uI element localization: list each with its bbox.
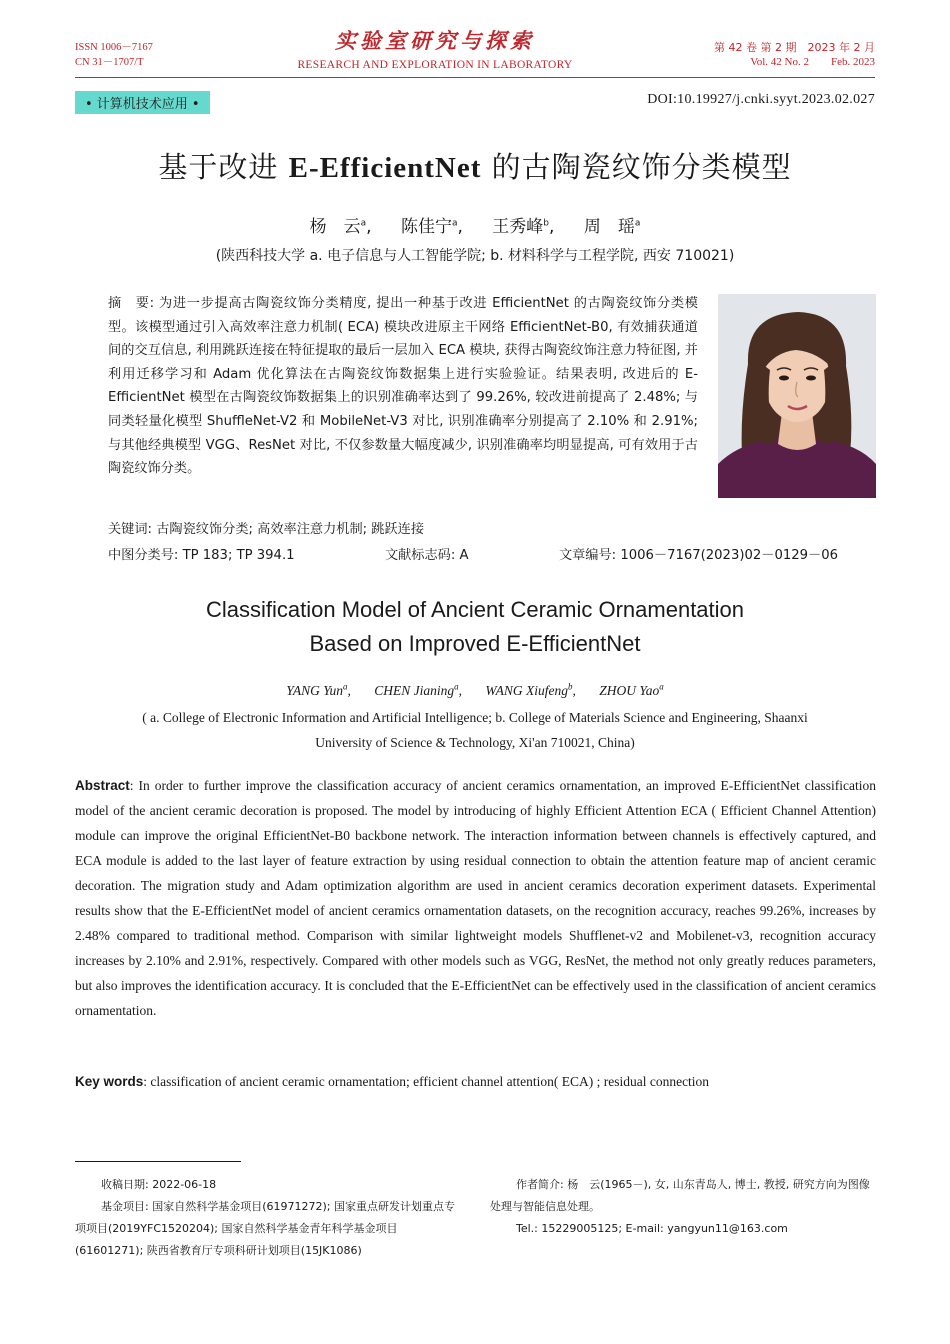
author-cn: 王秀峰$^b$, [492, 217, 555, 237]
journal-name-en: RESEARCH AND EXPLORATION IN LABORATORY [297, 59, 573, 71]
footnotes-left [75, 1174, 465, 1262]
abstract-en-text: : In order to further improve the classification accuracy of ancient ceramics ornamentation, an improved E-EfficientNet classification model of the ancient ceramic decoration is proposed. The model by introducing of highly Efficient Attention ECA ( Efficient Channel Attention) module can improve the original EfficientNet-B0 backbone network. The interaction information between channels is effectively captured, and ECA module is added to the last layer of feature extraction by using residual connection to obtain the attention feature map of ancient ceramic decoration. The migration study and Adam optimization algorithm are used in ancient ceramics decoration experiment datasets. Experimental results show that the E-EfficientNet model of ancient ceramics ornamentation datasets, on the recognition accuracy, reaches 99.26%, increases by 2.48% compared to traditional method. Comparison with similar lightweight models Shufflenet-v2 and Mobilenet-v3, recognition accuracy increases by 2.10% and 2.91%, respectively. Compared with other models such as VGG, ResNet, the method not only greatly reduces parameters, but also improves the identification accuracy. It is concluded that the E-EfficientNet can be effectively used in the classification of ancient ceramics ornamentation. [75, 778, 876, 1018]
classification-row [108, 544, 838, 563]
volume-cn: 第 42 卷 第 2 期 2023 年 2 月 [714, 41, 875, 54]
journal-name-cn: 实验室研究与探索 [335, 28, 535, 53]
footnotes-right [490, 1174, 880, 1240]
keywords-en [75, 1074, 709, 1090]
paper-title-cn [0, 145, 950, 186]
author-cn: 杨 云$^a$, [309, 217, 372, 237]
authors-cn [0, 212, 950, 237]
header-rule [75, 77, 875, 78]
paper-title-en [0, 593, 950, 661]
author-contact[interactable]: Tel.: 15229005125; E-mail: yangyun11@163.com [516, 1222, 788, 1235]
title-en-line1: Classification Model of Ancient Ceramic Ornamentation [205, 597, 745, 622]
title-cn-model: E-EfficientNet [288, 152, 482, 184]
author-intro: 作者简介: 杨 云(1965－), 女, 山东青岛人, 博士, 教授, 研究方向为图像处理与智能信息处理。 [490, 1178, 870, 1213]
keywords-cn-label: 关键词: [108, 522, 157, 537]
author-en: CHEN Jianing$^a$, [374, 681, 462, 698]
keywords-cn-text: 古陶瓷纹饰分类; 高效率注意力机制; 跳跃连接 [156, 522, 425, 537]
abstract-cn [108, 292, 698, 481]
abstract-cn-label: 摘 要: [108, 296, 159, 311]
footnote-rule [75, 1161, 241, 1162]
author-en: WANG Xiufeng$^b$, [485, 681, 576, 698]
abstract-cn-text: 为进一步提高古陶瓷纹饰分类精度, 提出一种基于改进 EfficientNet 的古陶瓷纹饰分类模型。该模型通过引入高效率注意力机制( ECA) 模块改进原主干网络 EfficientNet-B0, 有效捕获通道间的交互信息, 利用跳跃连接在特征提取的最后一层加入 ECA 模块, 获得古陶瓷纹饰注意力特征图, 并利用迁移学习和 Adam 优化算法在古陶瓷纹饰数据集上进行实验验证。结果表明, 改进后的 E-EfficientNet 模型在古陶瓷纹饰数据集上的识别准确率达到了 99.26%, 较改进前提高了 2.48%; 与同类轻量化模型 ShuffleNet-V2 和 MobileNet-V3 对比, 识别准确率分别提高了 2.10% 和 2.91%; 与其他经典模型 VGG、ResNet 对比, 不仅参数量大幅度减少, 识别准确率均明显提高, 可有效用于古陶瓷纹饰分类。 [108, 296, 698, 477]
received-date: 收稿日期: 2022-06-18 [101, 1178, 217, 1191]
author-en: ZHOU Yao$^a$ [599, 681, 664, 698]
issn: ISSN 1006－7167 [75, 42, 153, 53]
journal-issn-block [75, 40, 153, 70]
abstract-en [75, 773, 876, 1023]
title-cn-prefix: 基于改进 [158, 150, 289, 184]
abstract-en-label: Abstract [75, 778, 130, 793]
funding-info: 基金项目: 国家自然科学基金项目(61971272); 国家重点研发计划重点专项项目(2019YFC1520204); 国家自然科学基金青年科学基金项目(61601271); 陕西省教育厅专项科研计划项目(15JK1086) [75, 1200, 455, 1257]
keywords-en-text: : classification of ancient ceramic ornamentation; efficient channel attention( ECA) ; residual connection [143, 1074, 710, 1089]
affiliation-en: ( a. College of Electronic Information and Artificial Intelligence; b. College of Materials Science and Engineering, Shaanxi University of Science & Technology, Xi'an 710021, China) [142, 710, 808, 750]
title-cn-suffix: 的古陶瓷纹饰分类模型 [481, 150, 792, 184]
document-code: 文献标志码: A [384, 548, 469, 563]
cn-number: CN 31－1707/T [75, 57, 144, 68]
keywords-cn [108, 518, 424, 537]
journal-issue-block [714, 40, 875, 70]
clc-number: 中图分类号: TP 183; TP 394.1 [108, 548, 295, 563]
volume-en: Vol. 42 No. 2 Feb. 2023 [750, 56, 875, 68]
doi[interactable]: DOI:10.19927/j.cnki.syyt.2023.02.027 [647, 92, 875, 107]
author-cn: 周 瑶$^a$ [583, 217, 641, 237]
author-portrait-image [718, 294, 876, 498]
author-cn: 陈佳宁$^a$, [400, 217, 463, 237]
journal-masthead [275, 28, 595, 73]
article-number: 文章编号: 1006－7167(2023)02－0129－06 [558, 548, 838, 563]
authors-en [0, 681, 950, 699]
title-en-line2: Based on Improved E-EfficientNet [309, 631, 641, 656]
author-photo [718, 294, 876, 498]
author-en: YANG Yun$^a$, [286, 681, 351, 698]
keywords-en-label: Key words [75, 1074, 144, 1089]
affiliation-cn: (陕西科技大学 a. 电子信息与人工智能学院; b. 材料科学与工程学院, 西安 710021) [215, 248, 735, 264]
section-tag: • 计算机技术应用 • [75, 91, 210, 114]
